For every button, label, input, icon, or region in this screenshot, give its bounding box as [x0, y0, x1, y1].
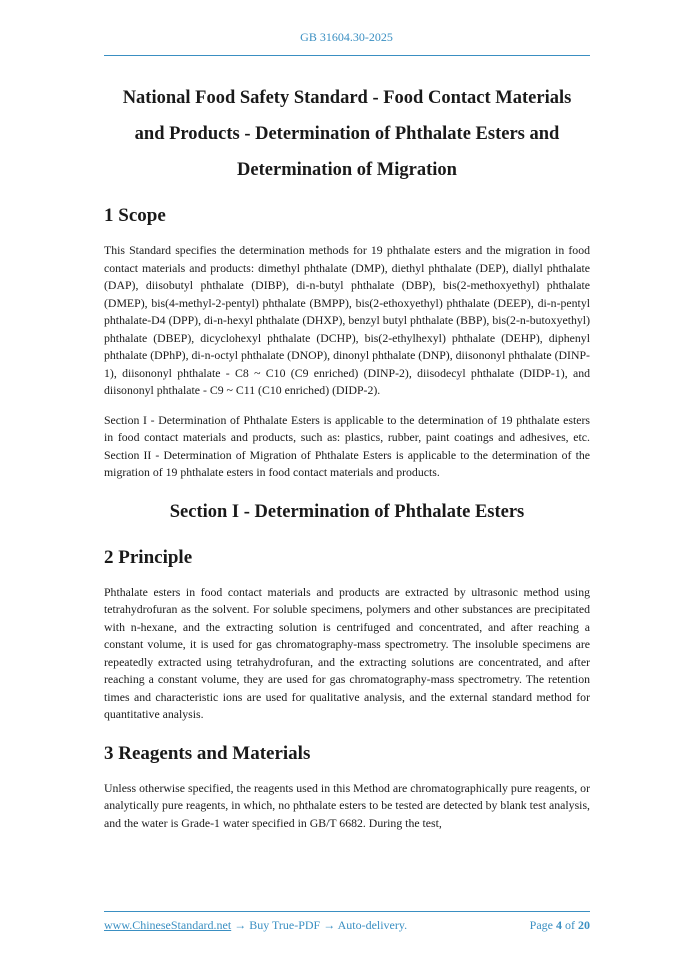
reagents-heading: 3 Reagents and Materials: [104, 742, 311, 764]
page-total: 20: [578, 918, 590, 932]
reagents-paragraph: Unless otherwise specified, the reagents used in this Method are chromatographically pure reagents, or analytically pure reagents, in which, no phthalate esters to be tested are detected by blank test analysis, and the water is Grade-1 water specified in GB/T 6682. During the test,: [104, 780, 590, 830]
section-one-heading: Section I - Determination of Phthalate Esters: [169, 501, 525, 522]
title-line-2: and Products - Determination of Phthalate Esters and: [134, 124, 560, 144]
scope-paragraph-1: This Standard specifies the determination methods for 19 phthalate esters and the migration in food contact materials and products: dimethyl phthalate (DMP), diethyl phthalate (DEP), diallyl phthalate (DAP), diisobutyl phthalate (DIBP), di-n-butyl phthalate (DBP), bis(2-methoxyethyl) phthalate (DMEP), bis(4-methyl-2-pentyl) phthalate (BMPP), bis(2-ethoxyethyl) phthalate (DEEP), di-n-pentyl phthalate-D4 (DPP), di-n-hexyl phthalate (DHXP), benzyl butyl phthalate (BBP), bis(2-n-butoxyethyl) phthalate (DBEP), dicyclohexyl phthalate (DCHP), bis(2-ethylhexyl) phthalate (DEHP), diphenyl phthalate (DPhP), di-n-octyl phthalate (DNOP), dinonyl phthalate (DNP), diisononyl phthalate (DINP-1), diisononyl phthalate - C8 ~ C10 (C9 enriched) (DINP-2), diisodecyl phthalate (DIDP-1), and diisononyl phthalate - C9 ~ C11 (C10 enriched) (DIDP-2).: [104, 243, 590, 397]
scope-heading: 1 Scope: [104, 205, 166, 226]
page-footer: [104, 918, 590, 933]
scope-paragraph-2: Section I - Determination of Phthalate Esters is applicable to the determination of 19 phthalate esters in food contact materials and products, such as: plastics, rubber, paint coatings and adhesives, etc. Section II - Determination of Migration of Phthalate Esters is applicable to the determination of the migration of 19 phthalate esters in food contact materials and products.: [104, 412, 590, 479]
page-label: Page: [529, 918, 553, 932]
document-title: [104, 80, 590, 188]
page-number: [530, 918, 590, 933]
page-body: [104, 80, 590, 844]
header-divider: [104, 55, 590, 56]
page-current: 4: [556, 918, 562, 932]
footer-promo-text: → Buy True-PDF → Auto-delivery.: [231, 918, 408, 932]
page-of-label: of: [565, 918, 575, 932]
doc-code-header: GB 31604.30-2025: [300, 30, 393, 44]
title-line-1: National Food Safety Standard - Food Contact Materials: [122, 88, 572, 108]
chinesestandard-link[interactable]: www.ChineseStandard.net: [104, 918, 232, 932]
title-line-3: Determination of Migration: [237, 160, 457, 180]
principle-heading: 2 Principle: [104, 546, 193, 568]
principle-paragraph: Phthalate esters in food contact materials and products are extracted by ultrasonic method using tetrahydrofuran as the solvent. For soluble specimens, polymers and other substances are precipitated with n-hexane, and the extracting solution is centrifuged and concentrated, and after reaching a constant volume, it is used for gas chromatography-mass spectrometry. The insoluble specimens are repeatedly extracted using tetrahydrofuran, and the extracting solutions are concentrated, and after reaching a constant volume, they are used for gas chromatography-mass spectrometry. The retention times and characteristic ions are used for qualitative analysis, and the external standard method for quantitative analysis.: [104, 584, 590, 721]
footer-divider: [104, 911, 590, 912]
